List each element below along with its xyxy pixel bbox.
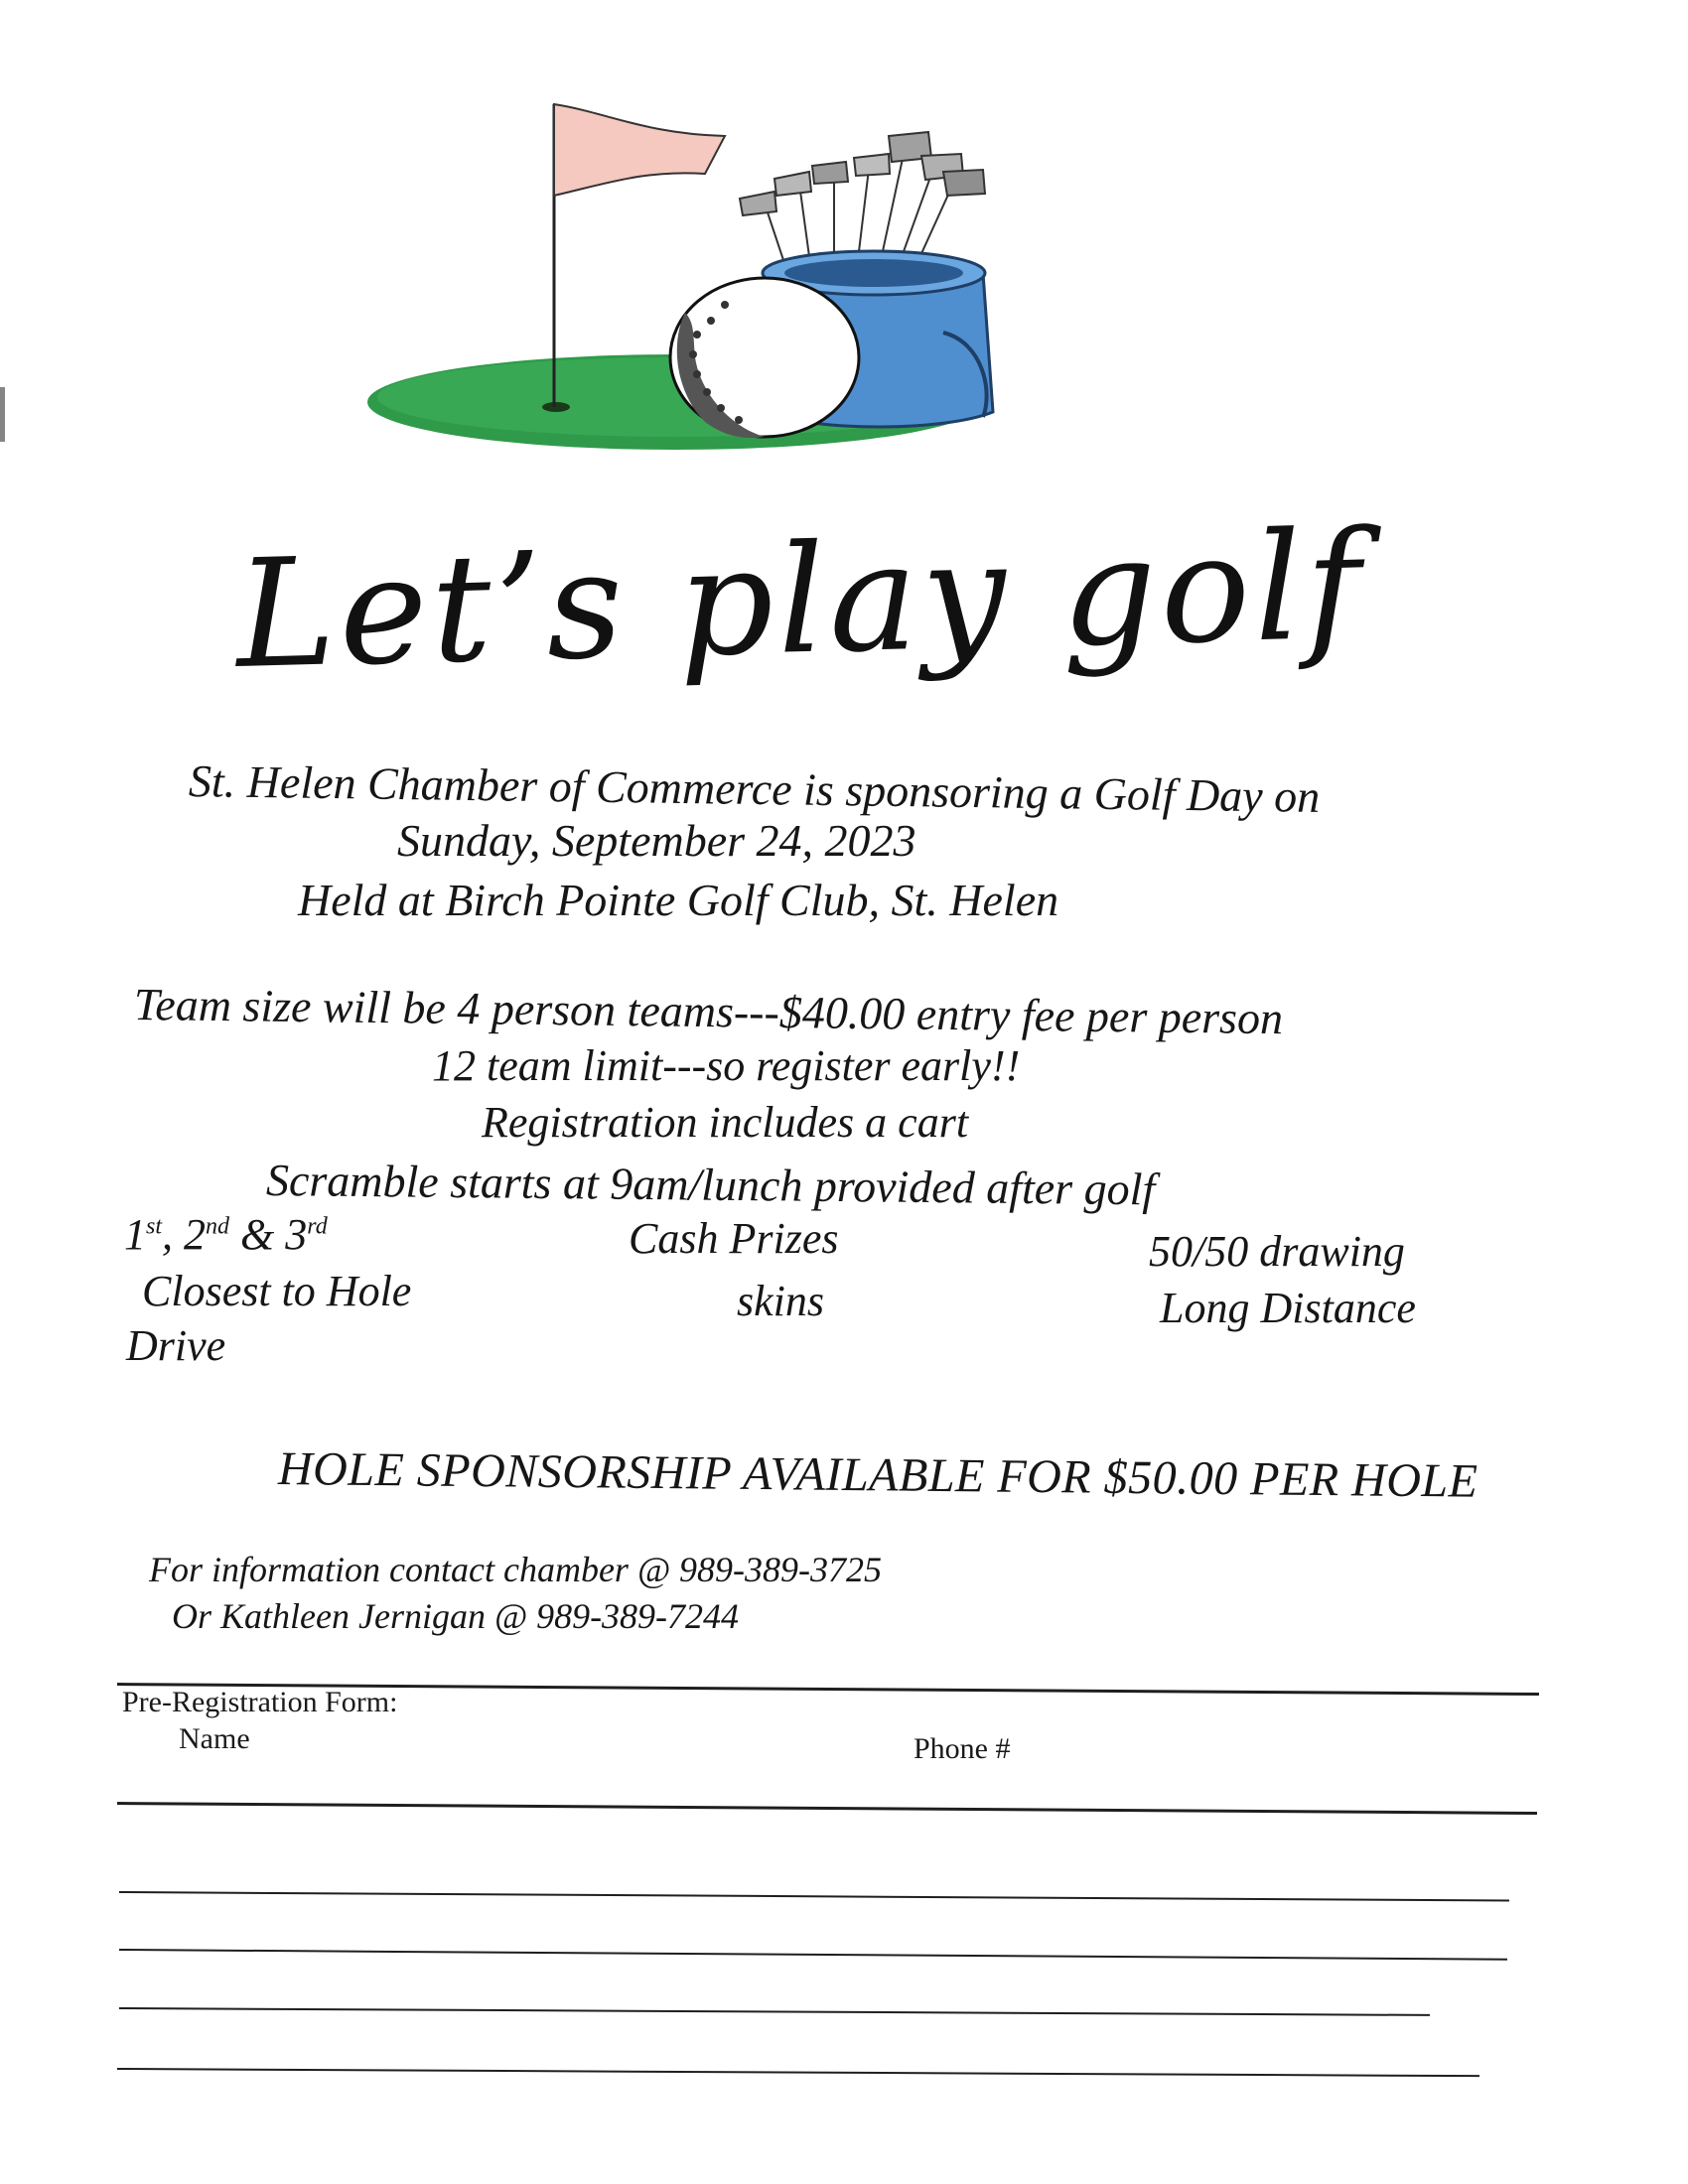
drive-text: Drive <box>126 1321 226 1370</box>
page-title: Let’s play golf <box>233 499 1367 702</box>
closest-to-hole: Closest to Hole <box>142 1267 412 1315</box>
event-location: Held at Birch Pointe Golf Club, St. Helen <box>298 875 1059 925</box>
scan-edge-mark <box>0 387 5 442</box>
entry-line[interactable] <box>119 2007 1430 2016</box>
entry-line[interactable] <box>117 2068 1479 2077</box>
entry-line[interactable] <box>119 1891 1509 1902</box>
skins-text: skins <box>737 1277 824 1325</box>
golf-clipart <box>348 74 1132 491</box>
team-limit-text: 12 team limit---so register early!! <box>432 1041 1021 1090</box>
fifty-fifty-drawing: 50/50 drawing <box>1149 1227 1405 1276</box>
form-header-rule <box>117 1802 1537 1815</box>
golf-ball-icon <box>670 278 859 438</box>
phone-label: Phone # <box>914 1732 1011 1765</box>
contact-kathleen: Or Kathleen Jernigan @ 989-389-7244 <box>172 1596 740 1636</box>
event-date: Sunday, September 24, 2023 <box>397 815 916 866</box>
name-label: Name <box>179 1722 250 1755</box>
long-distance: Long Distance <box>1160 1284 1416 1332</box>
hole-sponsorship-notice: HOLE SPONSORSHIP AVAILABLE FOR $50.00 PER HOLE <box>277 1442 1478 1508</box>
team-size-text: Team size will be 4 person teams---$40.00 entry fee per person <box>133 979 1284 1044</box>
form-title: Pre-Registration Form: <box>122 1686 398 1718</box>
contact-chamber: For information contact chamber @ 989-389-3725 <box>149 1550 883 1589</box>
cash-prizes: Cash Prizes <box>629 1214 839 1263</box>
places-prizes: 1st, 2nd & 3rd <box>124 1210 328 1259</box>
intro-sponsor-line: St. Helen Chamber of Commerce is sponsoring a Golf Day on <box>188 755 1321 822</box>
scramble-start-text: Scramble starts at 9am/lunch provided after golf <box>265 1155 1156 1215</box>
cart-included-text: Registration includes a cart <box>482 1098 969 1147</box>
entry-line[interactable] <box>119 1949 1507 1961</box>
